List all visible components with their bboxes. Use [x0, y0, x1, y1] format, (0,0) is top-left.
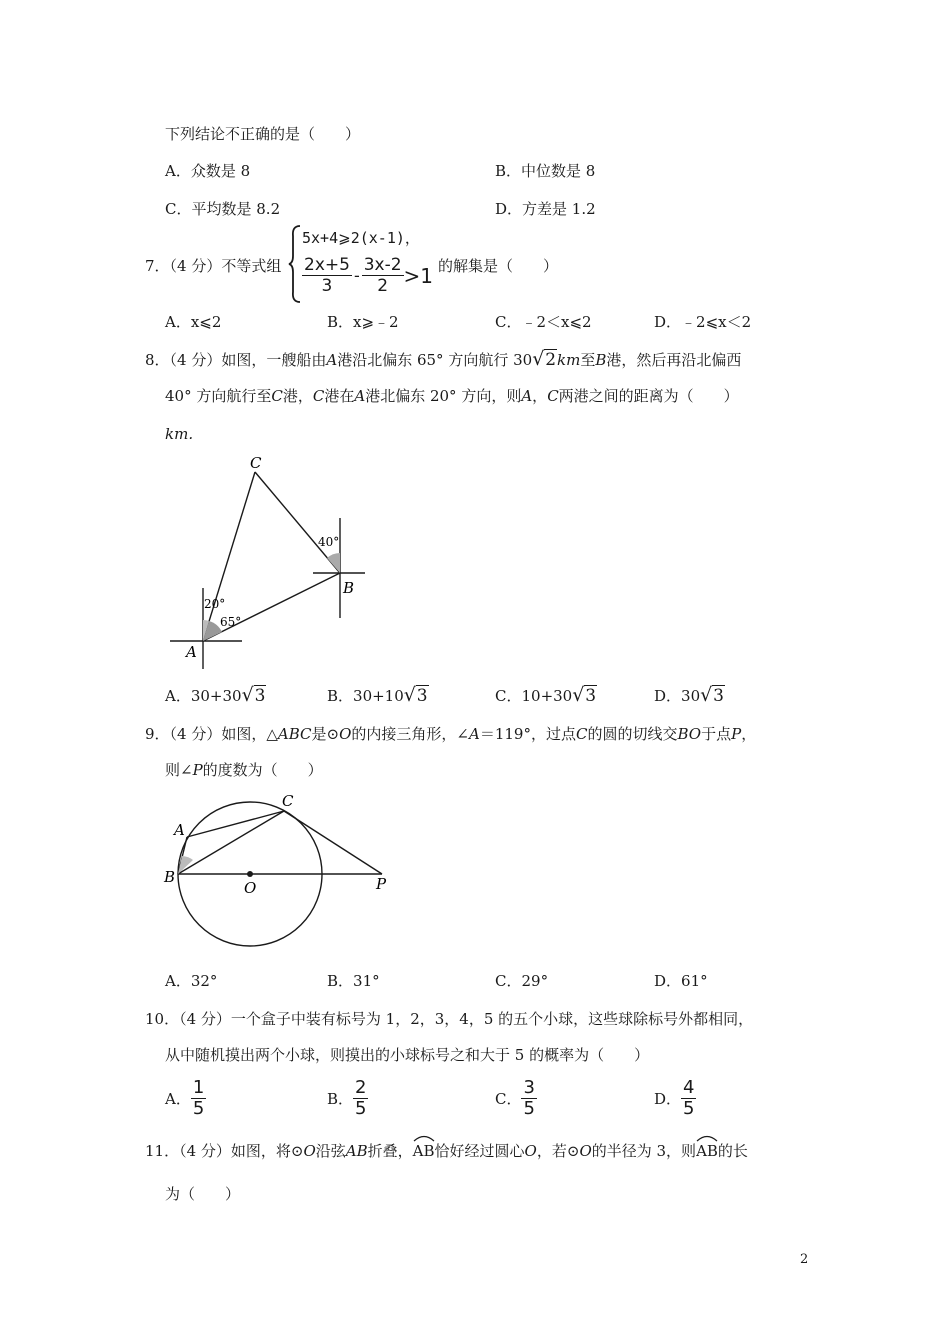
point-c-label: C [282, 792, 294, 810]
sqrt-icon: √ 3 [572, 684, 597, 706]
center-point [247, 871, 253, 877]
arc-ab-notation: AB [696, 1141, 718, 1161]
page-number: 2 [800, 1252, 809, 1267]
q8-line2: 40° 方向航行至C港，C港在A港北偏东 20° 方向，则A，C两港之间的距离为（ ） [165, 387, 739, 405]
q8-option-c: C．10+30 √ 3 [495, 684, 597, 706]
arc-icon [696, 1132, 718, 1142]
q6-option-d [495, 199, 596, 219]
point-c-label: C [250, 454, 262, 472]
angle-40-arc [327, 553, 340, 573]
q7-option-a: A．x⩽2 [165, 313, 222, 331]
q7-gt-one: >1 [403, 263, 433, 288]
q7-option-d: D．﹣2⩽x＜2 [654, 313, 752, 331]
q7-fraction-2: $\frac{3x-2}{2}$ [363, 255, 402, 296]
option-text: 众数是 8 [190, 162, 251, 180]
option-text: 中位数是 8 [521, 162, 596, 180]
q8-option-a: A．30+30 √ 3 [165, 684, 266, 706]
q10-line2: 从中随机摸出两个小球，则摸出的小球标号之和大于 5 的概率为（ ） [165, 1046, 650, 1064]
point-p-label: P [376, 875, 387, 893]
q9-figure [160, 790, 400, 960]
q7-line1: 5x+4⩾2(x-1)， [302, 229, 420, 247]
angle-65-label: 65° [220, 615, 242, 629]
q6-option-c [165, 199, 280, 219]
point-b-label: B [164, 868, 176, 886]
point-a-label: A [174, 821, 185, 839]
q8-line1: 8．（4 分）如图，一艘船由A港沿北偏东 65° 方向航行 30 √ 2km至B港，然后再沿北偏西 [145, 348, 742, 370]
q8-option-d: D．30 √ 3 [654, 684, 724, 706]
q10-option-a: A． $\frac{1}{5}$ [165, 1077, 205, 1119]
q10-line1: 10．（4 分）一个盒子中装有标号为 1，2，3，4，5 的五个小球，这些球除标号外都相同， [145, 1010, 754, 1028]
q9-option-a: A．32° [165, 972, 218, 990]
q8-option-b: B．30+10 √ 3 [327, 684, 428, 706]
q10-option-b: B． $\frac{2}{5}$ [327, 1077, 367, 1119]
q9-line1: 9．（4 分）如图，△ABC是⊙O的内接三角形，∠A＝119°，过点C的圆的切线交BO于点P， [145, 725, 757, 743]
option-label: B． [495, 162, 522, 180]
sqrt-icon: √ 3 [403, 684, 428, 706]
q9-option-d: D．61° [654, 972, 708, 990]
point-b-label: B [343, 579, 355, 597]
q6-stem: 下列结论不正确的是（ ） [165, 125, 361, 143]
q10-option-c: C． $\frac{3}{5}$ [495, 1077, 535, 1119]
angle-40-label: 40° [318, 535, 340, 549]
sqrt-icon: √ 3 [241, 684, 266, 706]
sqrt-icon: √ 3 [700, 684, 724, 706]
q11-line2: 为（ ） [165, 1185, 241, 1203]
option-text: 方差是 1.2 [522, 200, 596, 218]
q7-line2 [302, 255, 433, 296]
q7-suffix: 的解集是（ ） [438, 257, 559, 275]
q6-option-b [495, 161, 595, 181]
option-label: A． [165, 162, 191, 180]
q8-figure [160, 450, 380, 670]
arc-icon [413, 1132, 435, 1142]
arc-ab-notation: AB [413, 1141, 435, 1161]
sqrt-icon: √ 2 [532, 348, 557, 370]
q6-option-a [165, 161, 250, 181]
q7-fraction-1: $\frac{2x+5}{3}$ [304, 255, 350, 296]
q10-option-d: D． $\frac{4}{5}$ [654, 1077, 695, 1119]
option-label: C． [165, 200, 192, 218]
q7-option-c: C．﹣2＜x⩽2 [495, 313, 592, 331]
q8-line3: km. [165, 425, 194, 443]
angle-20-label: 20° [204, 597, 226, 611]
brace-icon [288, 224, 302, 304]
q11-line1: 11．（4 分）如图，将⊙O沿弦AB折叠， AB恰好经过圆心O，若⊙O的半径为 3，则 AB的长 [145, 1141, 748, 1161]
q7-option-b: B．x⩾﹣2 [327, 313, 399, 331]
option-label: D． [495, 200, 523, 218]
q7-prefix: 7．（4 分）不等式组 [145, 257, 282, 275]
q9-line2: 则∠P的度数为（ ） [165, 761, 323, 779]
option-text: 平均数是 8.2 [191, 200, 281, 218]
q9-option-c: C．29° [495, 972, 549, 990]
q9-option-b: B．31° [327, 972, 380, 990]
point-o-label: O [244, 879, 257, 897]
minus-sign: - [353, 265, 360, 286]
point-a-label: A [186, 643, 197, 661]
